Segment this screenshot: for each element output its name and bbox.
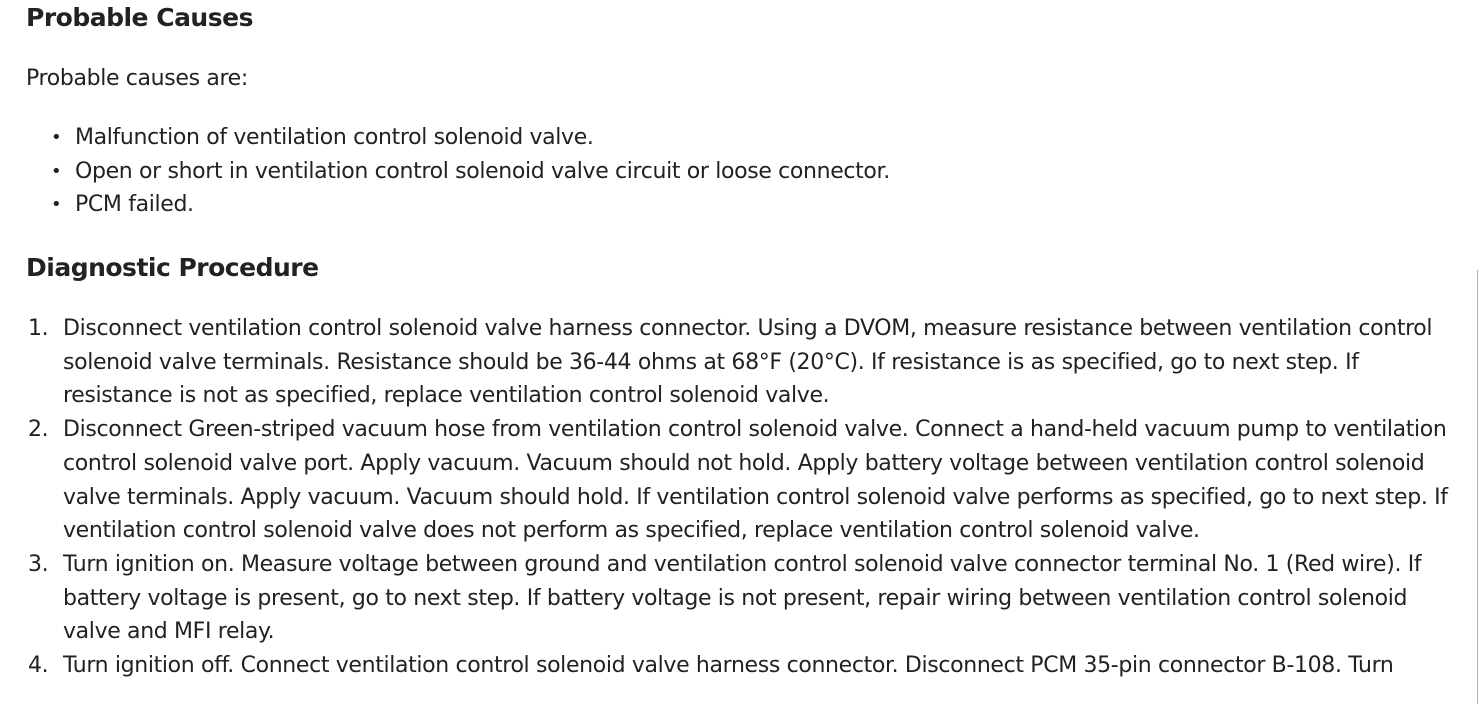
bullet-icon: •	[51, 160, 62, 182]
step-number: 4.	[28, 653, 49, 679]
procedure-step	[26, 413, 1466, 548]
list-item-text: Malfunction of ventilation control solenoid valve.	[75, 125, 594, 150]
diagnostic-procedure-heading: Diagnostic Procedure	[26, 253, 319, 282]
step-text: Turn ignition off. Connect ventilation control solenoid valve harness connector. Disconnect PCM 35-pin connector B-108. Turn	[63, 653, 1394, 679]
step-number: 2.	[28, 417, 49, 443]
procedure-step	[26, 548, 1466, 649]
list-item-text: Open or short in ventilation control solenoid valve circuit or loose connector.	[75, 158, 890, 184]
step-number: 3.	[28, 551, 49, 577]
list-item	[26, 155, 890, 189]
probable-causes-intro: Probable causes are:	[26, 66, 248, 91]
probable-causes-heading: Probable Causes	[26, 3, 253, 32]
diagnostic-steps-list	[26, 312, 1466, 683]
step-number: 1.	[28, 316, 49, 341]
procedure-step	[26, 312, 1466, 413]
bullet-icon: •	[51, 194, 62, 215]
scrollbar-track[interactable]	[1477, 270, 1478, 704]
step-text: Disconnect ventilation control solenoid valve harness connector. Using a DVOM, measure resistance between ventilation control solenoid valve terminals. Resistance should be 36-44 ohms at 68°F (20°C). If resistance is as specified, go to next step. If resistance is not as specified, replace ventilation control solenoid valve.	[63, 316, 1433, 409]
bullet-icon: •	[51, 127, 62, 148]
list-item-text: PCM failed.	[75, 192, 194, 217]
list-item	[26, 121, 890, 155]
list-item	[26, 188, 890, 222]
step-text: Turn ignition on. Measure voltage between ground and ventilation control solenoid valve connector terminal No. 1 (Red wire). If battery voltage is present, go to next step. If battery voltage is not present, repair wiring between ventilation control solenoid valve and MFI relay.	[63, 551, 1422, 645]
procedure-step	[26, 649, 1466, 683]
step-text: Disconnect Green-striped vacuum hose from ventilation control solenoid valve. Connect a hand-held vacuum pump to ventilation control solenoid valve port. Apply vacuum. Vacuum should not hold. Apply battery voltage between ventilation control solenoid valve terminals. Apply vacuum. Vacuum should hold. If ventilation control solenoid valve performs as specified, go to next step. If ventilation control solenoid valve does not perform as specified, replace ventilation control solenoid valve.	[63, 417, 1448, 544]
probable-causes-list	[26, 121, 890, 222]
